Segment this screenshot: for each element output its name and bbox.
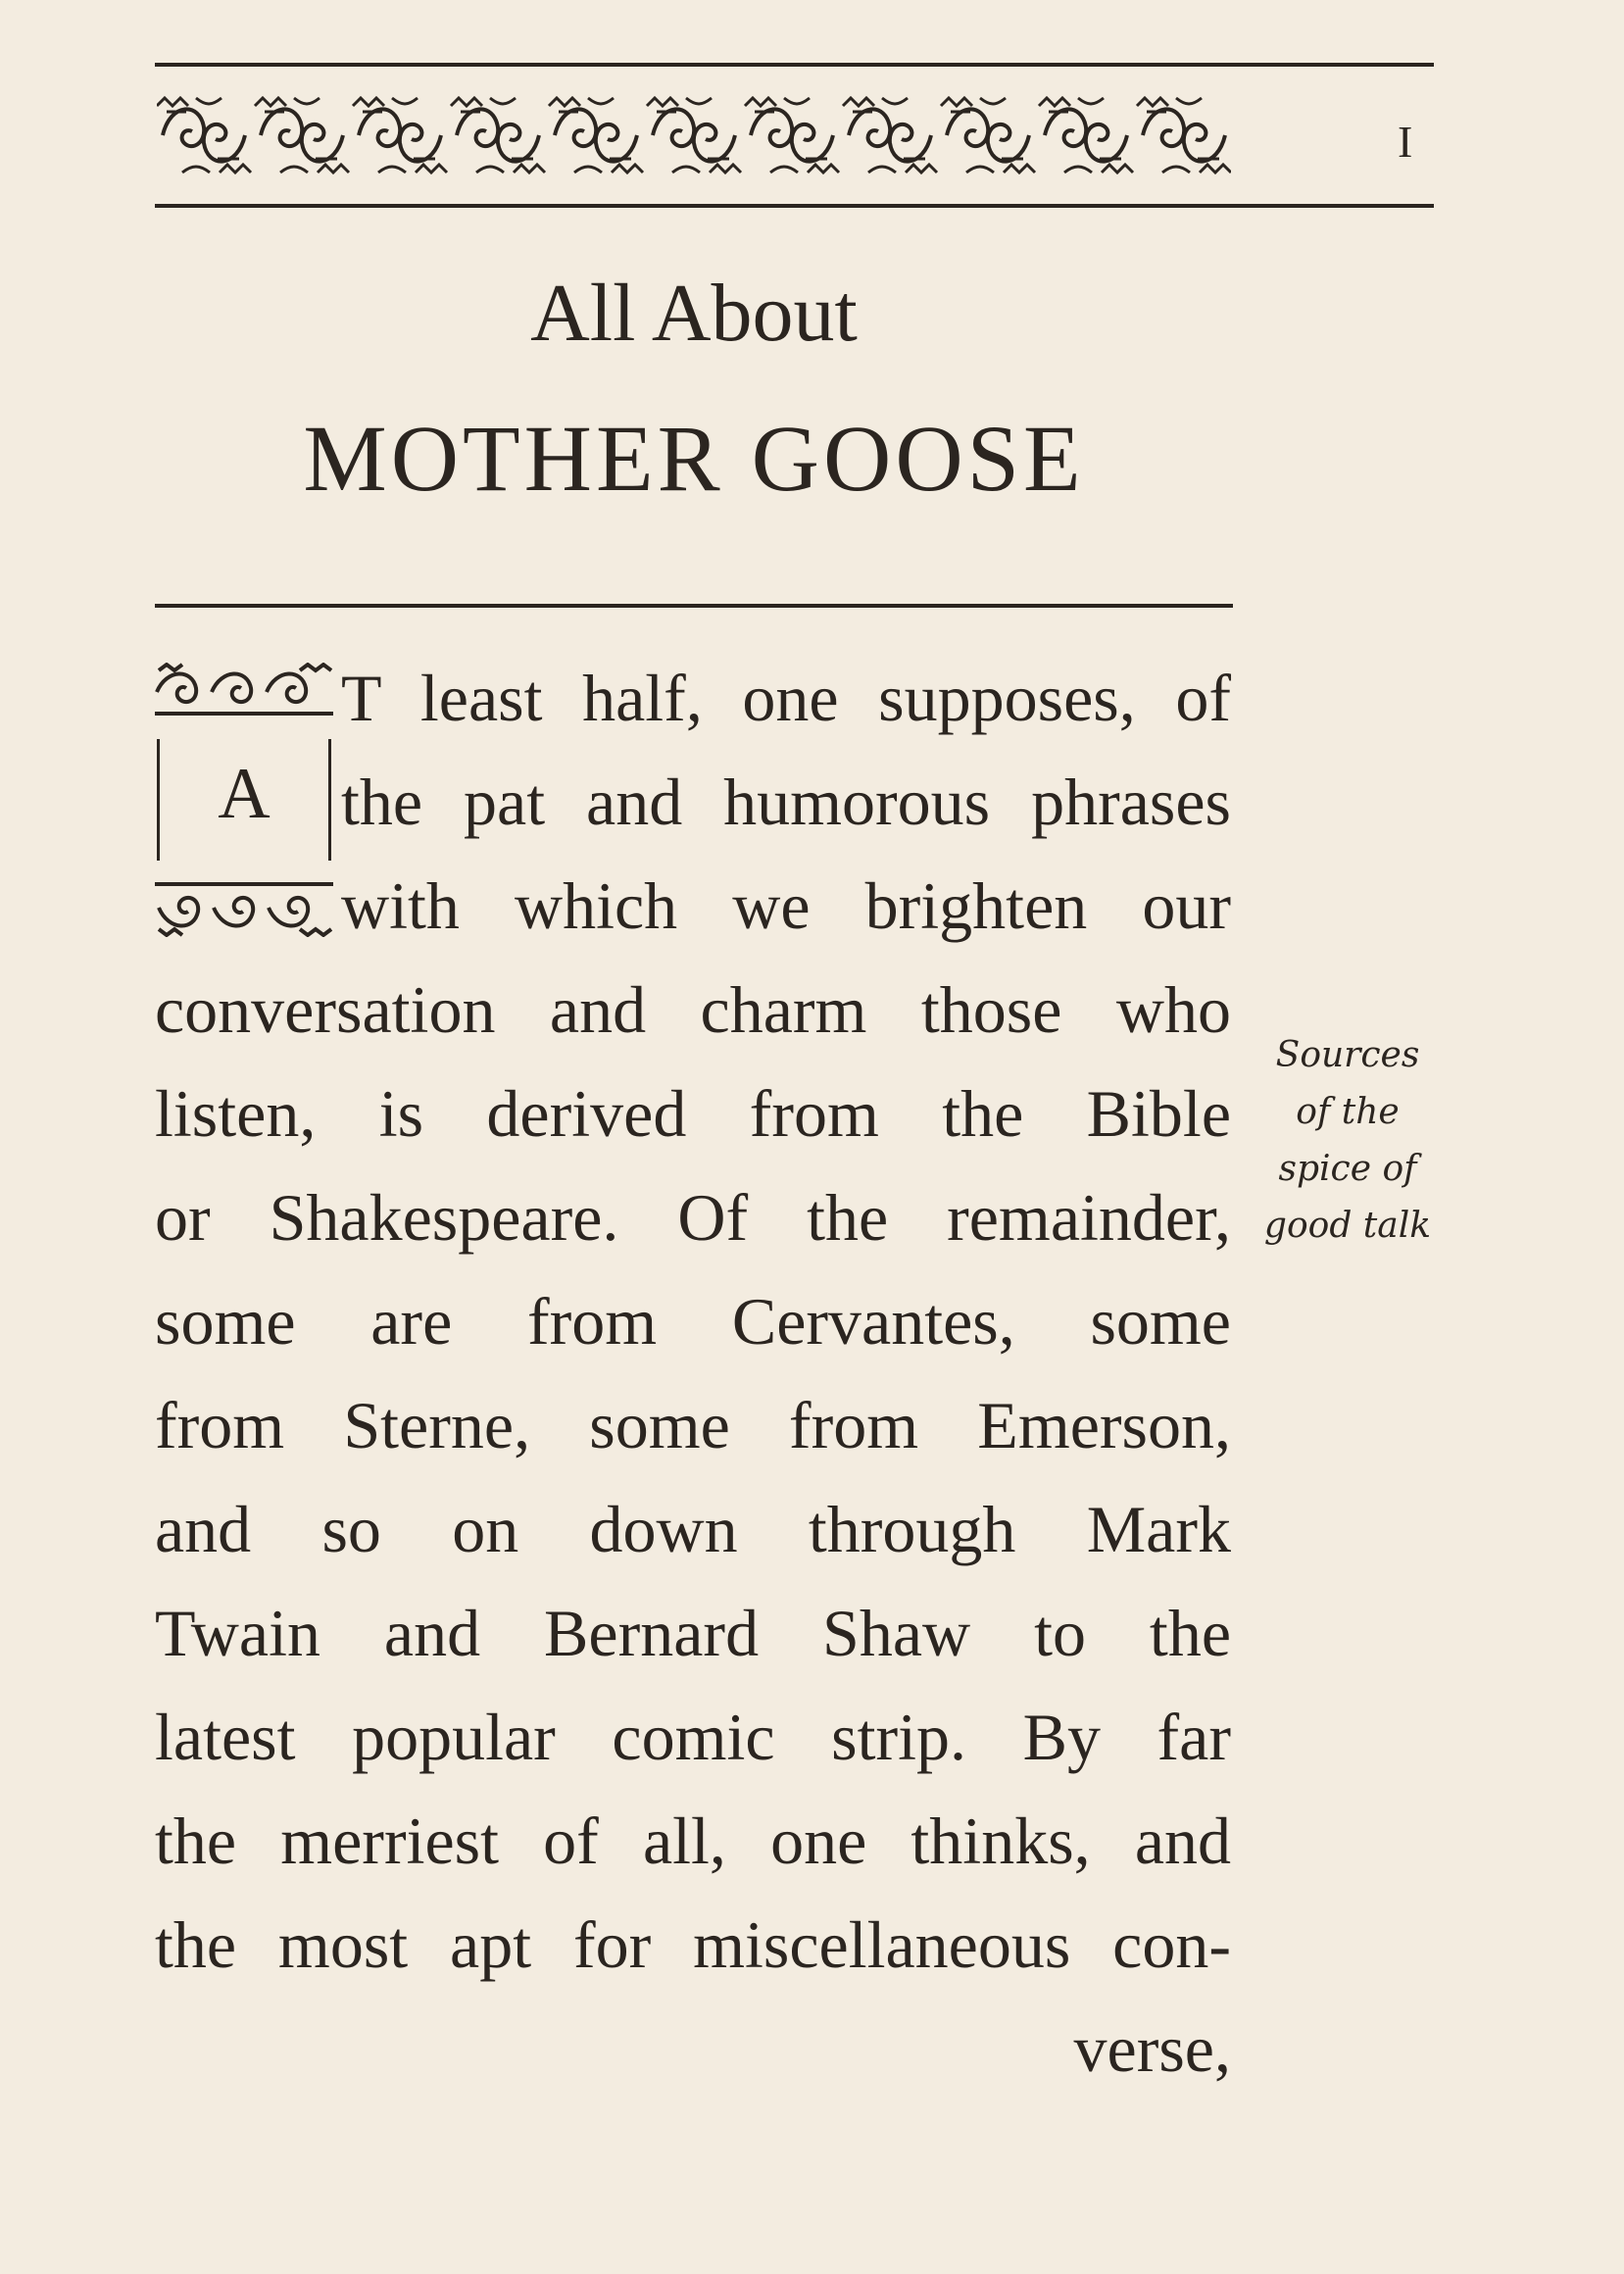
title-rule xyxy=(155,604,1233,608)
body-line: with which we brighten our xyxy=(341,868,1231,943)
body-line: and so on down through Mark xyxy=(155,1492,1231,1566)
margin-note-line: good talk xyxy=(1263,1206,1432,1246)
margin-note-line: Sources xyxy=(1275,1035,1420,1075)
decorative-ornament-band xyxy=(157,92,1231,178)
body-line: conversation and charm those who xyxy=(155,972,1231,1047)
body-line: the most apt for miscellaneous con- xyxy=(155,1907,1231,1982)
body-line: T least half, one supposes, of xyxy=(341,661,1231,735)
margin-note-line: of the xyxy=(1296,1092,1400,1132)
body-line: listen, is derived from the Bible xyxy=(155,1076,1231,1151)
header-rule-bottom xyxy=(155,204,1434,208)
body-line: or Shakespeare. Of the remainder, xyxy=(155,1180,1231,1255)
margin-note-line: spice of xyxy=(1278,1149,1417,1189)
margin-note xyxy=(1255,1027,1441,1255)
body-line: Twain and Bernard Shaw to the xyxy=(155,1596,1231,1670)
page-title-line2: MOTHER GOOSE xyxy=(303,406,1085,511)
header-rule-top xyxy=(155,63,1434,67)
body-line: some are from Cervantes, some xyxy=(155,1284,1231,1359)
body-line: latest popular comic strip. By far xyxy=(155,1700,1231,1774)
drop-cap-letter: A xyxy=(218,754,271,834)
body-line: the pat and humorous phrases xyxy=(341,765,1231,839)
page-title-line1: All About xyxy=(530,268,858,359)
body-line: the merriest of all, one thinks, and xyxy=(155,1804,1231,1878)
body-line-catchword: verse, xyxy=(1073,2011,1231,2086)
body-line: from Sterne, some from Emerson, xyxy=(155,1388,1231,1462)
page-number: I xyxy=(1398,117,1413,167)
